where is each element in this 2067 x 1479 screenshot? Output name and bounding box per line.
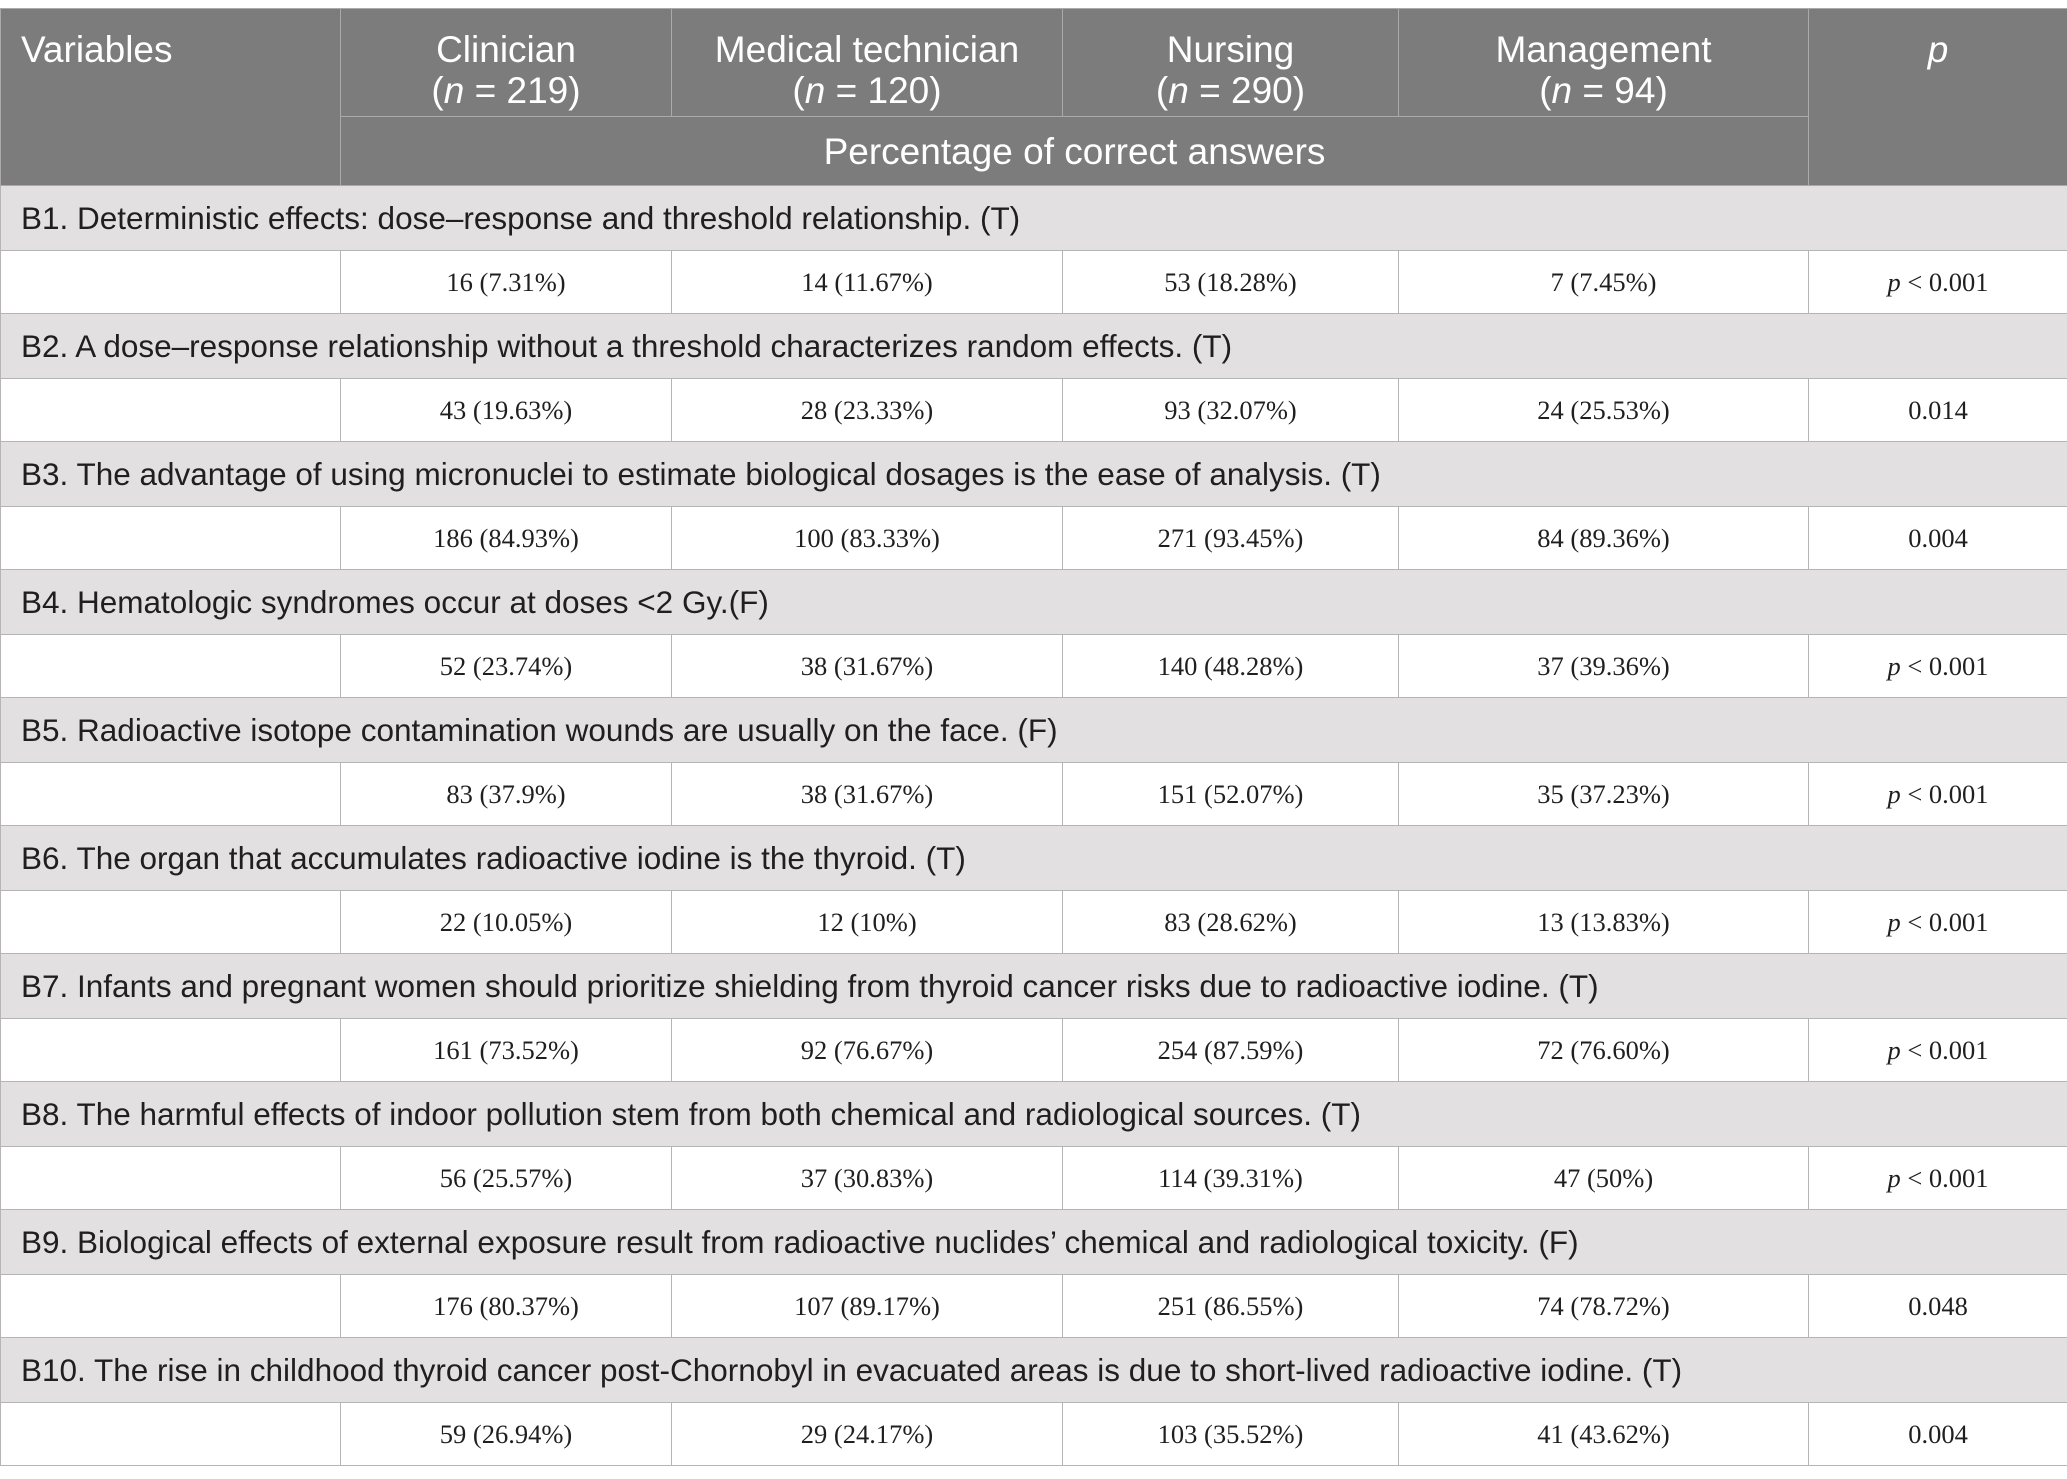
p-value-cell [1809,891,2067,954]
group-name: Nursing [1063,29,1398,70]
p-symbol: p [1887,1035,1900,1065]
data-row [1,763,2067,826]
value-cell: 186 (84.93%) [341,507,672,570]
group-header-management [1399,9,1809,117]
group-name: Management [1399,29,1808,70]
value-cell: 271 (93.45%) [1063,507,1399,570]
p-value-header: p [1809,9,2067,186]
value-cell: 35 (37.23%) [1399,763,1809,826]
question-text: B6. The organ that accumulates radioactive iodine is the thyroid. (T) [1,826,2067,891]
value-cell: 161 (73.52%) [341,1019,672,1082]
p-value: < 0.001 [1901,779,1989,809]
blank-cell [1,763,341,826]
p-value-cell [1809,635,2067,698]
value-cell: 38 (31.67%) [672,635,1063,698]
value-cell: 12 (10%) [672,891,1063,954]
value-cell: 83 (28.62%) [1063,891,1399,954]
p-value: 0.014 [1908,395,1968,425]
table-body [1,186,2067,1466]
value-cell: 14 (11.67%) [672,251,1063,314]
results-table [0,8,2067,1466]
value-cell: 43 (19.63%) [341,379,672,442]
value-cell: 72 (76.60%) [1399,1019,1809,1082]
p-value-cell [1809,763,2067,826]
question-row [1,698,2067,763]
question-text: B9. Biological effects of external exposure result from radioactive nuclides’ chemical and radiological toxicity. (F) [1,1210,2067,1275]
p-value: < 0.001 [1901,1163,1989,1193]
data-row [1,1275,2067,1338]
blank-cell [1,1147,341,1210]
table-header [1,9,2067,186]
p-value: < 0.001 [1901,1035,1989,1065]
question-text: B3. The advantage of using micronuclei to estimate biological dosages is the ease of analysis. (T) [1,442,2067,507]
question-row [1,826,2067,891]
question-row [1,954,2067,1019]
question-text: B5. Radioactive isotope contamination wounds are usually on the face. (F) [1,698,2067,763]
p-value-cell [1809,1019,2067,1082]
question-row [1,1082,2067,1147]
p-value-cell [1809,251,2067,314]
question-text: B4. Hematologic syndromes occur at doses <2 Gy.(F) [1,570,2067,635]
value-cell: 47 (50%) [1399,1147,1809,1210]
data-row [1,507,2067,570]
question-row [1,1338,2067,1403]
value-cell: 251 (86.55%) [1063,1275,1399,1338]
group-header-clinician [341,9,672,117]
value-cell: 151 (52.07%) [1063,763,1399,826]
question-row [1,442,2067,507]
value-cell: 41 (43.62%) [1399,1403,1809,1466]
p-value-cell [1809,379,2067,442]
data-row [1,891,2067,954]
blank-cell [1,507,341,570]
question-row [1,314,2067,379]
p-value: < 0.001 [1901,907,1989,937]
blank-cell [1,1275,341,1338]
group-header-nursing [1063,9,1399,117]
value-cell: 28 (23.33%) [672,379,1063,442]
p-symbol: p [1887,267,1900,297]
variables-header: Variables [1,9,341,186]
p-value: 0.004 [1908,1419,1968,1449]
value-cell: 37 (39.36%) [1399,635,1809,698]
group-header-medical-technician [672,9,1063,117]
blank-cell [1,891,341,954]
p-value: 0.004 [1908,523,1968,553]
group-name: Medical technician [672,29,1062,70]
p-value-cell [1809,507,2067,570]
value-cell: 140 (48.28%) [1063,635,1399,698]
p-value: < 0.001 [1901,267,1989,297]
question-row [1,1210,2067,1275]
question-row [1,186,2067,251]
blank-cell [1,1403,341,1466]
group-n: (n = 120) [672,70,1062,111]
p-value-cell [1809,1147,2067,1210]
blank-cell [1,251,341,314]
value-cell: 52 (23.74%) [341,635,672,698]
value-cell: 83 (37.9%) [341,763,672,826]
data-row [1,1147,2067,1210]
blank-cell [1,379,341,442]
data-row [1,1403,2067,1466]
blank-cell [1,635,341,698]
p-value: < 0.001 [1901,651,1989,681]
data-row [1,251,2067,314]
value-cell: 59 (26.94%) [341,1403,672,1466]
value-cell: 16 (7.31%) [341,251,672,314]
value-cell: 100 (83.33%) [672,507,1063,570]
data-row [1,379,2067,442]
data-row [1,635,2067,698]
value-cell: 24 (25.53%) [1399,379,1809,442]
question-text: B7. Infants and pregnant women should prioritize shielding from thyroid cancer risks due to radioactive iodine. (T) [1,954,2067,1019]
value-cell: 93 (32.07%) [1063,379,1399,442]
value-cell: 103 (35.52%) [1063,1403,1399,1466]
blank-cell [1,1019,341,1082]
value-cell: 74 (78.72%) [1399,1275,1809,1338]
value-cell: 53 (18.28%) [1063,251,1399,314]
data-row [1,1019,2067,1082]
value-cell: 56 (25.57%) [341,1147,672,1210]
group-n: (n = 219) [341,70,671,111]
value-cell: 254 (87.59%) [1063,1019,1399,1082]
value-cell: 38 (31.67%) [672,763,1063,826]
p-symbol: p [1887,651,1900,681]
value-cell: 22 (10.05%) [341,891,672,954]
group-n: (n = 290) [1063,70,1398,111]
value-cell: 7 (7.45%) [1399,251,1809,314]
value-cell: 107 (89.17%) [672,1275,1063,1338]
value-cell: 92 (76.67%) [672,1019,1063,1082]
question-row [1,570,2067,635]
p-value-cell [1809,1403,2067,1466]
value-cell: 84 (89.36%) [1399,507,1809,570]
question-text: B2. A dose–response relationship without a threshold characterizes random effects. (T) [1,314,2067,379]
value-cell: 13 (13.83%) [1399,891,1809,954]
group-n: (n = 94) [1399,70,1808,111]
value-cell: 176 (80.37%) [341,1275,672,1338]
p-symbol: p [1887,779,1900,809]
percentage-subheader: Percentage of correct answers [341,117,1809,186]
p-value-cell [1809,1275,2067,1338]
p-symbol: p [1887,1163,1900,1193]
group-name: Clinician [341,29,671,70]
question-text: B8. The harmful effects of indoor pollution stem from both chemical and radiological sources. (T) [1,1082,2067,1147]
p-symbol: p [1887,907,1900,937]
value-cell: 37 (30.83%) [672,1147,1063,1210]
question-text: B1. Deterministic effects: dose–response and threshold relationship. (T) [1,186,2067,251]
p-value: 0.048 [1908,1291,1968,1321]
value-cell: 114 (39.31%) [1063,1147,1399,1210]
value-cell: 29 (24.17%) [672,1403,1063,1466]
question-text: B10. The rise in childhood thyroid cancer post-Chornobyl in evacuated areas is due to short-lived radioactive iodine. (T) [1,1338,2067,1403]
